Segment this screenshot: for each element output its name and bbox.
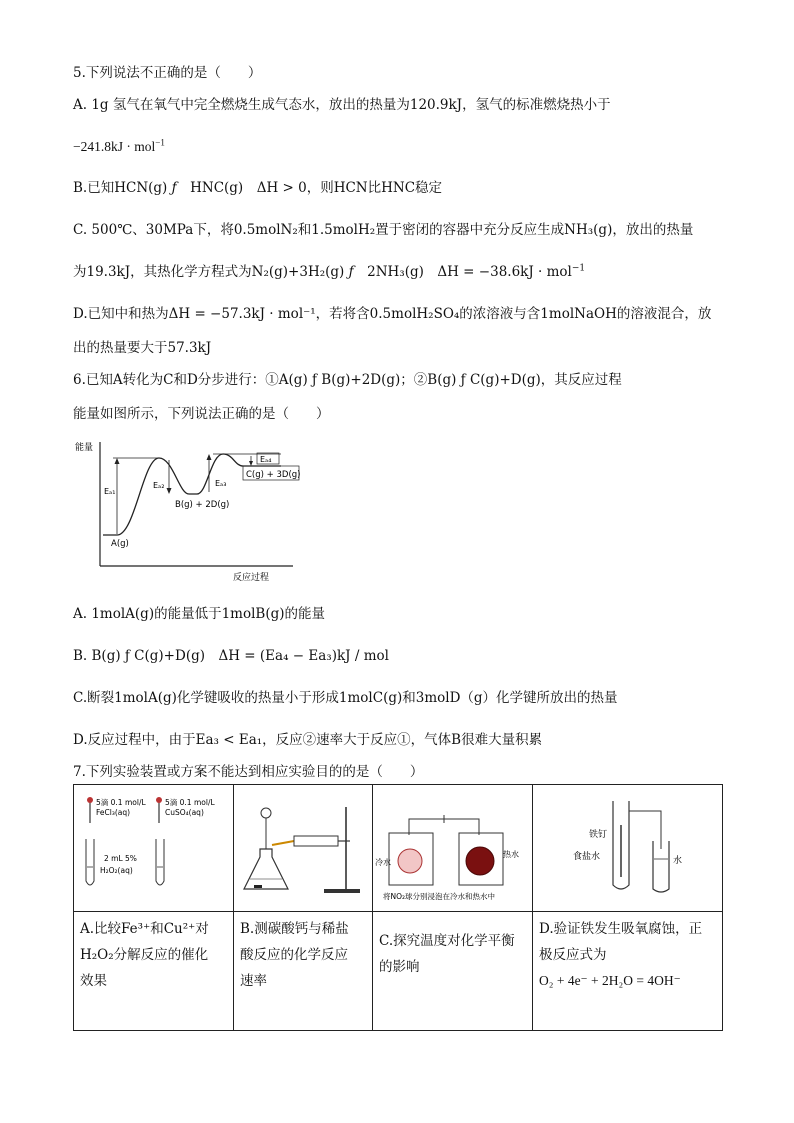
label-cuso4-conc: 5滴 0.1 mol/L [165, 798, 215, 807]
apparatus-d-corrosion [533, 785, 723, 907]
ea2-label: Eₐ₂ [153, 481, 165, 490]
option-c-cell [373, 912, 533, 1031]
y-axis-label: 能量 [75, 443, 94, 453]
label-fecl3: FeCl₃(aq) [96, 808, 131, 817]
option-d-line3: O₂ + 4e⁻ + 2H₂O = 4OH⁻ [539, 973, 681, 988]
apparatus-a-cell [74, 785, 234, 912]
ea1-label: Eₐ₁ [104, 487, 116, 496]
option-a-cell [74, 912, 234, 1031]
label-fecl3-conc: 5滴 0.1 mol/L [96, 798, 146, 807]
option-b-cell [234, 912, 373, 1031]
ea1-arrowhead [115, 458, 120, 464]
option-d-cell [533, 912, 723, 1031]
ea4-arrowhead [249, 461, 253, 466]
q6-stem-line1: 6.已知A转化为C和D分步进行：①A(g) ƒ B(g)+2D(g)；②B(g) ƒ C(g)+D(g)，其反应过程 [73, 372, 622, 388]
q6-option-c: C.断裂1molA(g)化学键吸收的热量小于形成1molC(g)和3molD（g）化学键所放出的热量 [73, 690, 618, 706]
gas-syringe [294, 836, 338, 846]
apparatus-c-no2-spheres [373, 785, 533, 907]
apparatus-c-caption: 将NO₂球分别浸泡在冷水和热水中 [383, 892, 496, 901]
ea3-arrowhead [207, 454, 212, 460]
label-h2o2-volume: 2 mL 5% [104, 854, 137, 863]
dropper-bulb-right [156, 797, 162, 803]
apparatus-b-gas-syringe [234, 785, 373, 907]
apparatus-c-cell [373, 785, 533, 912]
option-b-line3: 速率 [240, 973, 267, 989]
state-b-label: B(g) + 2D(g) [175, 500, 230, 510]
q5-option-a-line1: A. 1g 氢气在氧气中完全燃烧生成气态水，放出的热量为120.9kJ，氢气的标准燃烧热小于 [73, 97, 611, 113]
label-cold-water: 冷水 [375, 858, 391, 867]
option-c-line1: C.探究温度对化学平衡 [379, 933, 515, 949]
label-cuso4: CuSO₄(aq) [165, 808, 204, 817]
x-axis-label: 反应过程 [233, 573, 270, 583]
delivery-tube [272, 841, 294, 845]
q5-option-d-line1: D.已知中和热为ΔH = −57.3kJ · mol⁻¹，若将含0.5molH₂SO₄的浓溶液与含1molNaOH的溶液混合，放 [73, 306, 712, 322]
option-c-line2: 的影响 [379, 959, 420, 975]
q5-stem: 5.下列说法不正确的是（ ） [73, 65, 262, 81]
funnel-stopcock [261, 808, 271, 818]
state-a-label: A(g) [111, 539, 129, 549]
option-a-line2: H₂O₂分解反应的催化 [80, 947, 209, 963]
test-tube-right [156, 839, 164, 885]
option-b-line1: B.测碳酸钙与稀盐 [240, 921, 349, 937]
dropper-bulb-left [87, 797, 93, 803]
apparatus-d-cell [533, 785, 723, 912]
q6-stem-line2: 能量如图所示，下列说法正确的是（ ） [73, 406, 330, 422]
option-d-line1: D.验证铁发生吸氧腐蚀，正 [539, 921, 703, 937]
q6-option-a: A. 1molA(g)的能量低于1molB(g)的能量 [73, 606, 326, 622]
q5-option-c-line2: 为19.3kJ，其热化学方程式为N₂(g)+3H₂(g) ƒ 2NH₃(g) ΔH = −38.6kJ · mol$^{-1}$ [73, 263, 586, 280]
q7-stem: 7.下列实验装置或方案不能达到相应实验目的的是（ ） [73, 764, 424, 780]
ea3-label: Eₐ₃ [215, 479, 227, 488]
experiment-table [73, 784, 723, 1031]
option-d-line2: 极反应式为 [539, 947, 607, 963]
option-a-line1: A.比较Fe³⁺和Cu²⁺对 [80, 921, 209, 937]
q5-option-b: B.已知HCN(g) ƒ HNC(g) ΔH > 0，则HCN比HNC稳定 [73, 180, 443, 196]
iron-stand-base [324, 889, 360, 893]
conical-flask [244, 849, 288, 889]
q6-option-d: D.反应过程中，由于Ea₃ < Ea₁，反应②速率大于反应①，气体B很难大量积累 [73, 732, 543, 748]
sphere-hot [466, 847, 494, 875]
ea2-arrowhead [167, 488, 172, 494]
apparatus-a-test-tubes [74, 785, 234, 907]
state-c-label: C(g) + 3D(g) [246, 470, 301, 480]
option-b-line2: 酸反应的化学反应 [240, 947, 348, 963]
label-salt-water: 食盐水 [573, 852, 601, 862]
q6-option-b: B. B(g) ƒ C(g)+D(g) ΔH = (Ea₄ − Ea₃)kJ / mol [73, 648, 389, 664]
label-hot-water: 热水 [503, 850, 519, 859]
gas-tube [629, 811, 661, 849]
label-iron-nail: 铁钉 [589, 830, 608, 840]
option-a-line3: 效果 [80, 973, 107, 989]
test-tube-left [86, 839, 94, 885]
ea4-label: Eₐ₄ [260, 455, 272, 464]
apparatus-b-cell [234, 785, 373, 912]
energy-profile-diagram [73, 436, 313, 586]
q5-option-c-line1: C. 500℃、30MPa下，将0.5molN₂和1.5molH₂置于密闭的容器中充分反应生成NH₃(g)，放出的热量 [73, 222, 694, 238]
label-h2o2: H₂O₂(aq) [100, 866, 133, 875]
sphere-cold [398, 849, 422, 873]
caco3-solid [254, 885, 262, 888]
q5-option-a-line2: −241.8kJ · mol$^{-1}$ [73, 137, 165, 154]
label-water: 水 [673, 856, 683, 866]
q5-option-d-line2: 出的热量要大于57.3kJ [73, 340, 212, 356]
